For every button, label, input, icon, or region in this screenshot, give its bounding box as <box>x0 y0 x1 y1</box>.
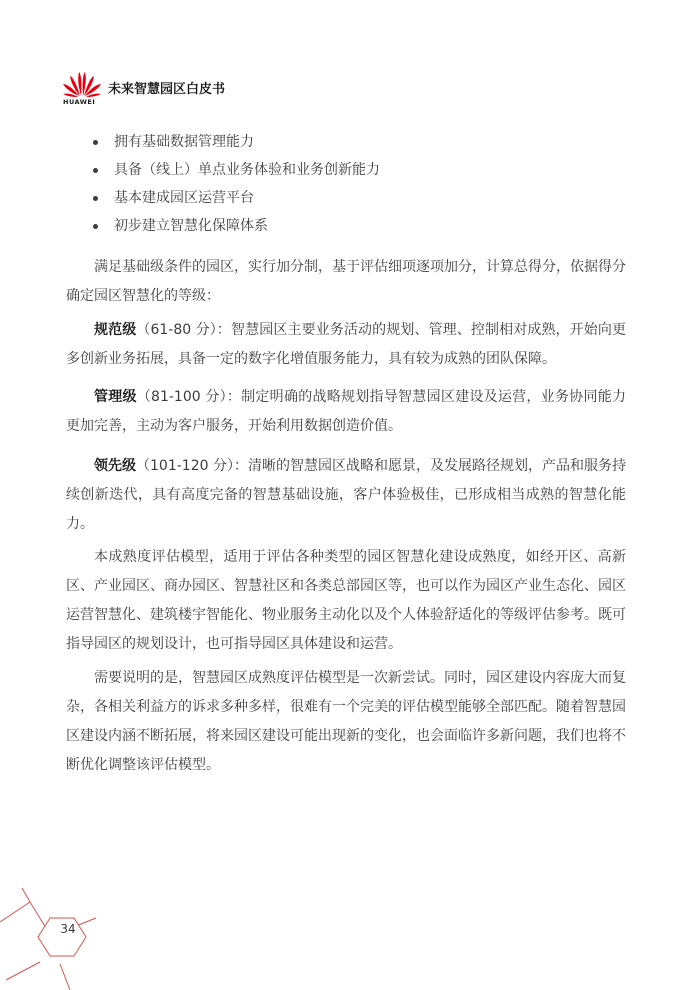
document-header <box>60 68 300 110</box>
model-scope-paragraph: 本成熟度评估模型，适用于评估各种类型的园区智慧化建设成熟度，如经开区、高新区、产业园区、商办园区、智慧社区和各类总部园区等，也可以作为园区产业生态化、园区运营智慧化、建筑楼宇智能化、物业服务主动化以及个人体验舒适化的等级评估参考。既可指导园区的规划设计，也可指导园区具体建设和运营。 <box>66 549 626 652</box>
level-management-paragraph <box>66 383 626 441</box>
huawei-logo <box>60 68 104 110</box>
corner-line <box>60 964 70 990</box>
level-leading-text: （101-120 分）：清晰的智慧园区战略和愿景，及发展路径规划，产品和服务持续创新迭代，具有高度完备的智慧基础设施，客户体验极佳，已形成相当成熟的智慧化能力。 <box>66 458 627 532</box>
intro-paragraph: 满足基础级条件的园区，实行加分制，基于评估细项逐项加分，计算总得分，依据得分确定园区智慧化的等级： <box>66 259 626 304</box>
list-item-text: 基本建成园区运营平台 <box>114 190 254 206</box>
bullet-list <box>92 128 380 240</box>
bullet-icon <box>93 140 98 145</box>
bullet-icon <box>93 196 98 201</box>
list-item-text: 拥有基础数据管理能力 <box>114 134 254 150</box>
bullet-icon <box>93 224 98 229</box>
level-standard-label: 规范级 <box>94 322 137 338</box>
list-item-text: 初步建立智慧化保障体系 <box>114 218 268 234</box>
corner-line <box>22 888 30 902</box>
level-leading-label: 领先级 <box>94 458 137 474</box>
list-item <box>92 128 380 156</box>
document-title: 未来智慧园区白皮书 <box>108 82 226 97</box>
corner-line <box>6 962 40 980</box>
level-management-label: 管理级 <box>94 389 137 405</box>
level-management-text: （81-100 分）：制定明确的战略规划指导智慧园区建设及运营，业务协同能力更加完善，主动为客户服务，开始利用数据创造价值。 <box>66 389 626 434</box>
huawei-flower-icon <box>60 68 104 100</box>
page-number: 34 <box>60 922 76 936</box>
level-standard-paragraph <box>66 316 626 374</box>
level-leading-paragraph <box>66 452 626 539</box>
list-item <box>92 212 380 240</box>
list-item-text: 具备（线上）单点业务体验和业务创新能力 <box>114 162 380 178</box>
corner-line <box>30 902 46 928</box>
level-standard-text: （61-80 分）：智慧园区主要业务活动的规划、管理、控制相对成熟，开始向更多创新业务拓展，具备一定的数字化增值服务能力，具有较为成熟的团队保障。 <box>66 322 627 367</box>
corner-line <box>0 902 30 922</box>
bullet-icon <box>93 168 98 173</box>
list-item <box>92 184 380 212</box>
list-item <box>92 156 380 184</box>
closing-paragraph: 需要说明的是，智慧园区成熟度评估模型是一次新尝试。同时，园区建设内容庞大而复杂，各相关利益方的诉求多种多样，很难有一个完美的评估模型能够全部匹配。随着智慧园区建设内涵不断拓展，将来园区建设可能出现新的变化，也会面临许多新问题，我们也将不断优化调整该评估模型。 <box>66 670 626 773</box>
logo-wordmark: HUAWEI <box>63 98 96 106</box>
